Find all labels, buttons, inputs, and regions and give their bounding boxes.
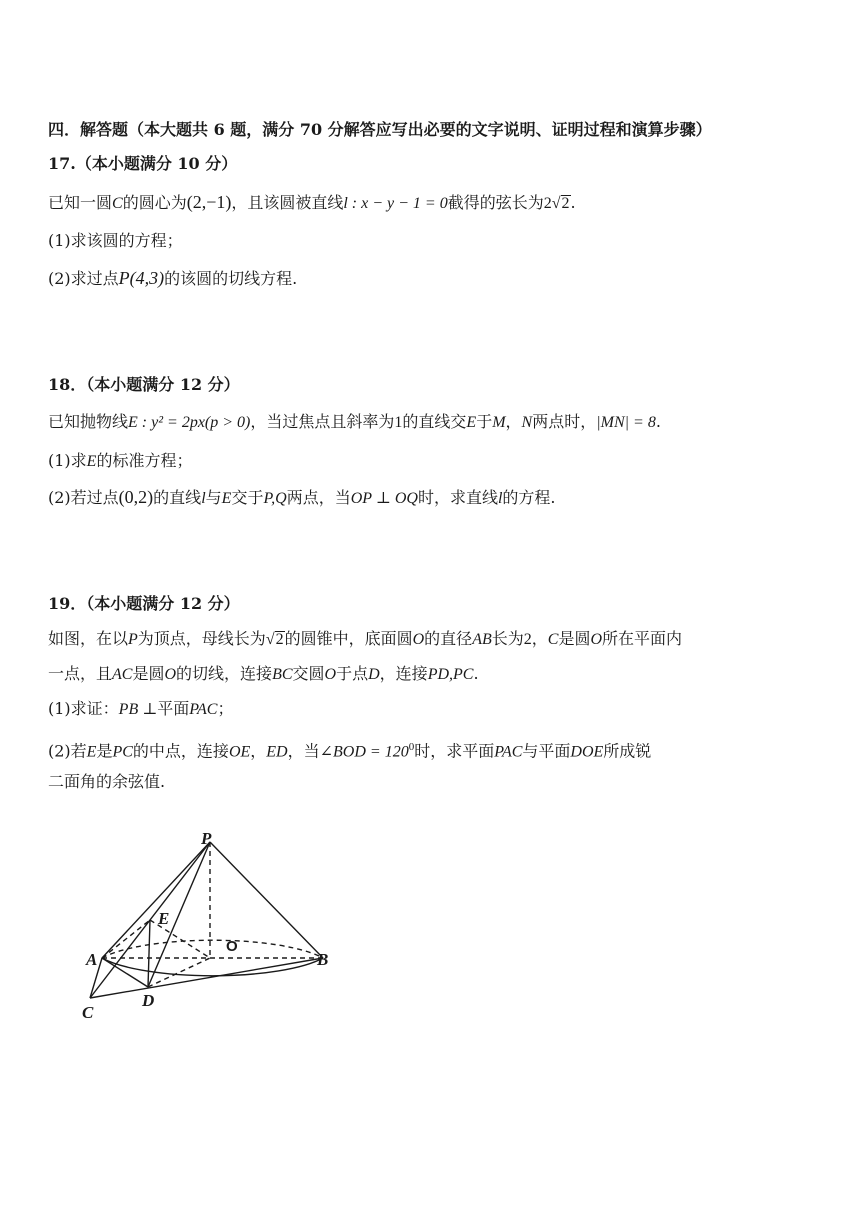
- q19-var: OE: [228, 743, 251, 761]
- q19-text: 的切线，连接: [176, 664, 273, 683]
- q19-var: ED: [266, 743, 288, 761]
- q19-part2-line1: [48, 735, 651, 764]
- q19-var: O: [412, 631, 425, 648]
- label-p: P: [201, 829, 212, 848]
- q19-var: PC: [112, 743, 133, 761]
- q19-stem-line1: 如图，在以P为顶点，母线长为√2的圆锥中，底面圆O的直径AB长为2，C是圆O所在平面内: [48, 629, 683, 648]
- q19-text: 如图，在以: [48, 629, 129, 648]
- q17-text: .: [570, 193, 576, 212]
- q18-text: .: [655, 412, 661, 431]
- q19-text: .: [473, 664, 479, 683]
- q18-point: (0,2): [118, 487, 154, 507]
- q19-text: ，连接: [379, 664, 428, 683]
- q19-text: 是圆: [132, 664, 165, 683]
- q18-stem: [48, 410, 661, 435]
- q18-text: ，当过焦点且斜率为: [250, 412, 395, 431]
- label-b: B: [317, 950, 329, 969]
- q19-plane: PAC: [494, 743, 523, 761]
- q18-var-l: l: [201, 490, 206, 507]
- q18-perp: OP ⊥ OQ: [350, 490, 418, 507]
- q19-text: 为顶点，母线长为: [137, 629, 266, 648]
- q18-slope: 1: [394, 414, 403, 431]
- q19-var: O: [590, 631, 603, 648]
- q19-var: BC: [272, 666, 293, 683]
- q18-part2-text: 的方程.: [502, 488, 556, 507]
- q18-part2-text: 两点，当: [286, 488, 351, 507]
- q19-plane: PAC: [189, 701, 218, 718]
- q18-part1-var: E: [86, 453, 97, 470]
- cone-figure: [70, 828, 340, 1028]
- q18-parabola-eq: E : y² = 2px(p > 0): [128, 414, 251, 431]
- q17-chord-coef: 2: [543, 195, 552, 212]
- q17-point: P(4,3): [118, 268, 165, 288]
- q18-part2: [48, 485, 556, 511]
- q17-center: (2,−1): [186, 192, 232, 212]
- q19-value: 2: [523, 631, 532, 648]
- q18-var-l: l: [497, 490, 503, 507]
- q18-part1-text: (1)求: [48, 451, 87, 470]
- q18-part2-text: (2)若过点: [48, 488, 119, 507]
- q19-stem-line2: [48, 662, 479, 687]
- line-cb: [90, 958, 323, 998]
- q18-var-m: M: [492, 414, 506, 431]
- q19-radicand: 2: [275, 631, 284, 648]
- q19-var: O: [324, 666, 337, 683]
- q19-text: 所在平面内: [602, 629, 683, 648]
- q19-text: 的圆锥中，底面圆: [284, 629, 413, 648]
- q17-part2: [48, 266, 297, 291]
- q19-var: AB: [472, 631, 492, 648]
- q18-var-e: E: [221, 490, 232, 507]
- q18-var-pq: P,Q: [263, 490, 287, 507]
- q17-part2-text: 的该圆的切线方程.: [164, 269, 298, 288]
- q17-line-eq: l : x − y − 1 = 0: [343, 195, 448, 212]
- q19-text: 是圆: [558, 629, 591, 648]
- q19-title: 19．（本小题满分 12 分）: [48, 594, 240, 613]
- q17-part1: (1)求该圆的方程；: [48, 231, 183, 250]
- q19-part1-text: 平面: [157, 699, 190, 718]
- q19-part2-line2: 二面角的余弦值.: [48, 772, 166, 791]
- q19-part2-text: 时，求平面: [414, 741, 495, 761]
- q18-text: 已知抛物线: [48, 412, 129, 431]
- q18-part2-text: 与: [205, 488, 222, 507]
- q19-var: O: [164, 666, 177, 683]
- q17-text: ，且该圆被直线: [231, 193, 344, 212]
- label-d: D: [142, 991, 155, 1010]
- base-front-arc: [102, 958, 323, 976]
- q19-part2-text: 所成锐: [603, 741, 652, 761]
- q17-text: 的圆心为: [122, 193, 187, 212]
- q19-plane: DOE: [570, 743, 604, 761]
- q19-text: 长为: [491, 629, 524, 648]
- q17-part2-text: (2)求过点: [48, 269, 119, 288]
- q18-length: |MN| = 8: [596, 414, 656, 431]
- q17-text: 已知一圆: [48, 193, 113, 212]
- q19-part2-text: 是: [96, 741, 113, 761]
- base-back-arc: [102, 940, 323, 958]
- q18-part1-text: 的标准方程；: [96, 451, 193, 470]
- label-c: C: [82, 1003, 94, 1022]
- q19-var: AC: [112, 666, 133, 683]
- q17-stem: 已知一圆C的圆心为(2,−1)，且该圆被直线l : x − y − 1 = 0截得的弦长为2√2.: [48, 192, 576, 212]
- q18-part2-text: 的直线: [153, 488, 202, 507]
- label-e: E: [158, 909, 170, 928]
- q19-var: PD,PC: [427, 666, 474, 683]
- q18-part2-text: 时，求直线: [417, 488, 498, 507]
- label-o: O: [226, 938, 238, 955]
- q19-var: E: [86, 743, 97, 761]
- q19-text: ，: [531, 629, 548, 648]
- q19-part2-text: ，: [250, 741, 267, 761]
- q19-text: 一点，且: [48, 664, 113, 683]
- q19-angle: ∠BOD = 120: [319, 743, 409, 761]
- q19-part1-text: ；: [217, 699, 234, 718]
- q18-part2-text: 交于: [231, 488, 264, 507]
- q19-part2-text: 与平面: [522, 741, 571, 761]
- q19-angle-degree: 0: [408, 741, 415, 753]
- q19-text: 交圆: [292, 664, 325, 683]
- q19-part2-text: (2)若: [48, 741, 87, 761]
- q17-text: 截得的弦长为: [447, 193, 544, 212]
- q17-chord-radicand: 2: [561, 195, 570, 212]
- q18-text: 的直线交: [402, 412, 467, 431]
- q19-var: P: [128, 631, 138, 648]
- q18-text: 于: [476, 412, 493, 431]
- section-heading: 四．解答题（本大题共 6 题，满分 70 分解答应写出必要的文字说明、证明过程和演算步骤）: [48, 120, 712, 139]
- q18-var-e: E: [466, 414, 477, 431]
- label-a: A: [86, 950, 98, 969]
- q18-part1: [48, 449, 192, 474]
- q18-var-n: N: [521, 414, 533, 431]
- q17-var-c: C: [112, 195, 123, 212]
- q19-var: D: [368, 666, 380, 683]
- q19-text: 的直径: [424, 629, 473, 648]
- q19-part2-text: 的中点，连接: [132, 741, 229, 761]
- q19-text: 于点: [336, 664, 369, 683]
- q18-text: ，: [505, 412, 522, 431]
- line-ed: [148, 920, 150, 987]
- q19-part1-text: (1)求证：: [48, 699, 119, 718]
- q18-text: 两点时，: [532, 412, 597, 431]
- q19-perp: PB ⊥: [118, 701, 158, 718]
- q17-title: 17.（本小题满分 10 分）: [48, 154, 238, 173]
- q19-part2-text: ，当: [287, 741, 320, 761]
- q19-var: C: [547, 631, 559, 648]
- q18-title: 18．（本小题满分 12 分）: [48, 375, 240, 394]
- q19-part1: [48, 697, 233, 722]
